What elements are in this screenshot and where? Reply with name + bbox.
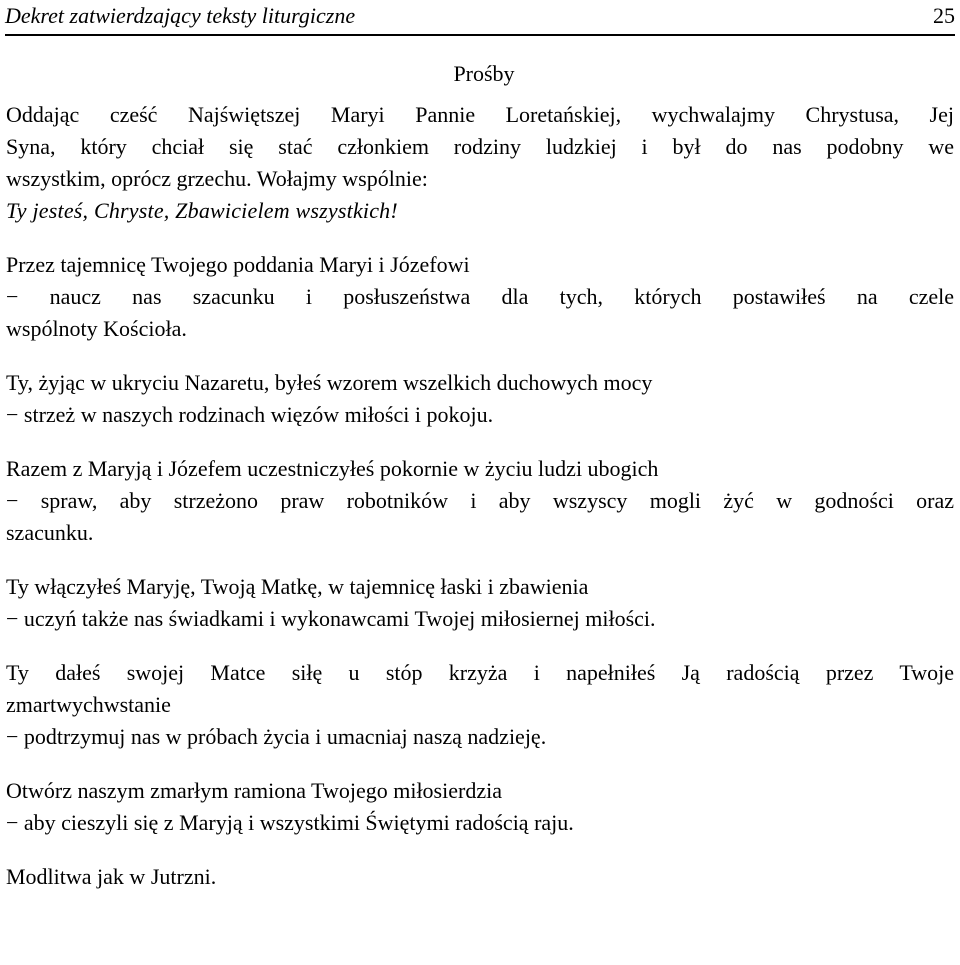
introduction-paragraph — [6, 99, 954, 227]
intention-item — [6, 571, 954, 635]
introduction-line: wszystkim, oprócz grzechu. Wołajmy wspólnie: — [6, 166, 428, 191]
intention-item — [6, 367, 954, 431]
response-text: Ty jesteś, Chryste, Zbawicielem wszystkich! — [6, 198, 398, 223]
invocation-text: Ty, żyjąc w ukryciu Nazaretu, byłeś wzorem wszelkich duchowych mocy — [6, 370, 653, 395]
petition-text: − naucz nas szacunku i posłuszeństwa dla tych, których postawiłeś na czele — [6, 284, 954, 309]
petition-text: − strzeż w naszych rodzinach więzów miłości i pokoju. — [6, 402, 494, 427]
page-header — [5, 0, 955, 36]
invocation-text: Razem z Maryją i Józefem uczestniczyłeś pokornie w życiu ludzi ubogich — [6, 456, 659, 481]
intention-item — [6, 453, 954, 549]
intention-item — [6, 775, 954, 839]
introduction-line: Syna, który chciał się stać członkiem rodziny ludzkiej i był do nas podobny we — [6, 134, 954, 159]
petition-text: wspólnoty Kościoła. — [6, 316, 187, 341]
section-title: Prośby — [453, 61, 515, 86]
closing-note: Modlitwa jak w Jutrzni. — [6, 864, 217, 889]
page-number: 25 — [933, 3, 955, 28]
running-title: Dekret zatwierdzający teksty liturgiczne — [5, 3, 356, 28]
petition-text: − spraw, aby strzeżono praw robotników i aby wszyscy mogli żyć w godności oraz — [6, 488, 954, 513]
invocation-text: Ty dałeś swojej Matce siłę u stóp krzyża i napełniłeś Ją radością przez Twoje — [6, 660, 954, 685]
document-body — [6, 58, 954, 893]
petition-text: szacunku. — [6, 520, 94, 545]
intention-item — [6, 249, 954, 345]
petition-text: − podtrzymuj nas w próbach życia i umacniaj naszą nadzieję. — [6, 724, 547, 749]
petition-text: − uczyń także nas świadkami i wykonawcami Twojej miłosiernej miłości. — [6, 606, 656, 631]
intention-item — [6, 657, 954, 753]
invocation-text: Otwórz naszym zmarłym ramiona Twojego miłosierdzia — [6, 778, 502, 803]
invocation-text: Ty włączyłeś Maryję, Twoją Matkę, w tajemnicę łaski i zbawienia — [6, 574, 589, 599]
petition-text: − aby cieszyli się z Maryją i wszystkimi Świętymi radością raju. — [6, 810, 574, 835]
invocation-text: zmartwychwstanie — [6, 692, 171, 717]
invocation-text: Przez tajemnicę Twojego poddania Maryi i Józefowi — [6, 252, 470, 277]
introduction-line: Oddając cześć Najświętszej Maryi Pannie Loretańskiej, wychwalajmy Chrystusa, Jej — [6, 102, 954, 127]
